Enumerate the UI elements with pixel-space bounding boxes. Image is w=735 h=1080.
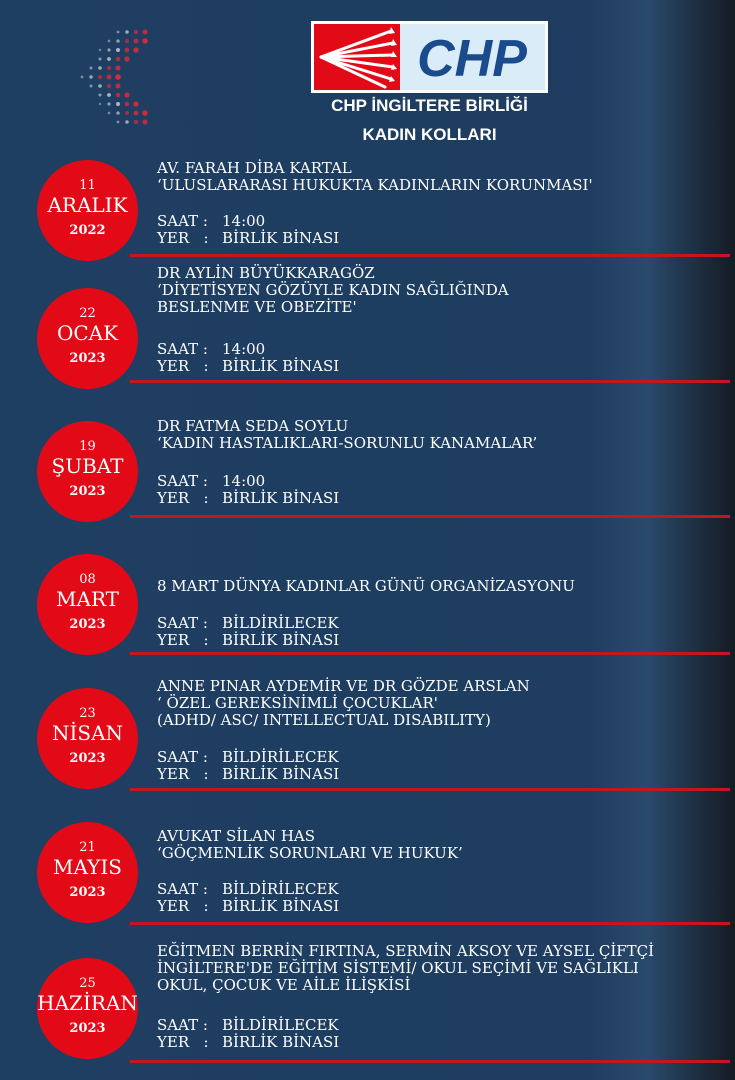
event-time-value: BİLDİRİLECEK xyxy=(222,614,339,632)
date-year: 2023 xyxy=(69,617,106,632)
event-location-value: BİRLİK BİNASI xyxy=(222,229,340,247)
chevron-dot xyxy=(98,75,102,79)
event-time-label: SAAT : xyxy=(157,614,208,632)
event-location-row xyxy=(157,766,339,783)
chevron-dot xyxy=(107,48,110,51)
date-day: 25 xyxy=(79,976,96,991)
event-divider-line xyxy=(130,922,730,925)
chevron-dot xyxy=(81,76,84,79)
chevron-dot xyxy=(115,74,121,80)
date-month: ŞUBAT xyxy=(51,454,124,478)
chevron-dot xyxy=(115,83,120,88)
event-location-label: YER : xyxy=(157,631,209,649)
chevron-dot xyxy=(116,39,119,42)
chevron-dot xyxy=(143,30,148,35)
event-divider-line xyxy=(130,254,730,257)
event-details xyxy=(157,881,339,915)
chevron-dot xyxy=(116,57,120,61)
event-divider-line xyxy=(130,788,730,791)
chevron-dot xyxy=(134,120,138,124)
chevron-dot xyxy=(99,49,101,51)
event-location-row xyxy=(157,230,339,247)
event-location-value: BİRLİK BİNASI xyxy=(222,489,340,507)
event-location-label: YER : xyxy=(157,229,209,247)
event-time-row xyxy=(157,881,339,898)
event-location-value: BİRLİK BİNASI xyxy=(222,631,340,649)
chevron-dot xyxy=(107,57,111,61)
chevron-dot xyxy=(115,65,120,70)
event-description xyxy=(157,943,654,994)
event-location-row xyxy=(157,358,339,375)
event-location-value: BİRLİK BİNASI xyxy=(222,765,340,783)
date-year: 2023 xyxy=(69,885,106,900)
date-day: 19 xyxy=(79,439,96,454)
event-description xyxy=(157,828,463,862)
event-topic-line: (ADHD/ ASC/ INTELLECTUAL DISABILITY) xyxy=(157,711,491,729)
logo-text: CHP xyxy=(417,30,527,88)
date-badge xyxy=(37,421,138,522)
event-divider-line xyxy=(130,1060,730,1063)
event-description xyxy=(157,265,509,316)
date-day: 11 xyxy=(79,178,96,193)
date-badge xyxy=(37,160,138,261)
chevron-dot xyxy=(98,84,102,88)
event-topic-line: ‘KADIN HASTALIKLARI-SORUNLU KANAMALAR’ xyxy=(157,434,538,452)
event-time-label: SAAT : xyxy=(157,880,208,898)
event-details xyxy=(157,213,339,247)
date-month: MART xyxy=(56,587,119,611)
event-location-label: YER : xyxy=(157,357,209,375)
chevron-dot xyxy=(143,120,148,125)
date-day: 23 xyxy=(79,706,96,721)
chevron-dot xyxy=(107,66,111,70)
event-description xyxy=(157,418,537,452)
chevron-dot xyxy=(133,47,138,52)
chevron-dot xyxy=(98,66,102,70)
event-speaker: DR AYLİN BÜYÜKKARAGÖZ xyxy=(157,264,375,282)
chevron-dot xyxy=(89,75,92,78)
event-time-value: BİLDİRİLECEK xyxy=(222,880,339,898)
event-location-value: BİRLİK BİNASI xyxy=(222,357,340,375)
chevron-dot xyxy=(117,31,120,34)
event-divider-line xyxy=(130,380,730,383)
chevron-dot xyxy=(98,57,101,60)
event-time-value: 14:00 xyxy=(222,212,266,230)
event-topic-line: ‘ULUSLARARASI HUKUKTA KADINLARIN KORUNMASI' xyxy=(157,176,593,194)
chevron-dot xyxy=(125,30,129,34)
event-time-row xyxy=(157,213,339,230)
event-location-row xyxy=(157,632,339,649)
event-time-label: SAAT : xyxy=(157,472,208,490)
chevron-dot xyxy=(90,67,93,70)
chevron-dot xyxy=(125,48,130,53)
date-month: NİSAN xyxy=(51,721,124,745)
event-time-label: SAAT : xyxy=(157,1016,208,1034)
chevron-dot xyxy=(134,30,138,34)
chevron-dot xyxy=(116,48,120,52)
chevron-dot xyxy=(107,84,111,88)
date-badge xyxy=(37,822,138,923)
date-year: 2023 xyxy=(69,484,106,499)
event-speaker: 8 MART DÜNYA KADINLAR GÜNÜ ORGANİZASYONU xyxy=(157,577,575,595)
chevron-dot xyxy=(124,56,129,61)
date-badge xyxy=(37,554,138,655)
chevron-dot xyxy=(108,40,111,43)
event-topic-line: İNGİLTERE'DE EĞİTİM SİSTEMİ/ OKUL SEÇİMİ VE SAĞLIKLI xyxy=(157,959,639,977)
event-time-row xyxy=(157,341,339,358)
event-details xyxy=(157,1017,339,1051)
event-time-label: SAAT : xyxy=(157,340,208,358)
chevron-dot xyxy=(134,39,139,44)
event-time-label: SAAT : xyxy=(157,212,208,230)
event-location-row xyxy=(157,1034,339,1051)
date-month: HAZİRAN xyxy=(37,991,138,1015)
event-location-label: YER : xyxy=(157,1033,209,1051)
event-divider-line xyxy=(130,652,730,655)
date-year: 2023 xyxy=(69,1021,106,1036)
event-time-value: BİLDİRİLECEK xyxy=(222,748,339,766)
chevron-dot xyxy=(90,85,93,88)
event-location-label: YER : xyxy=(157,897,209,915)
event-speaker: EĞİTMEN BERRİN FIRTINA, SERMİN AKSOY VE AYSEL ÇİFTÇİ xyxy=(157,942,655,960)
event-time-row xyxy=(157,1017,339,1034)
event-speaker: AVUKAT SİLAN HAS xyxy=(157,827,316,845)
event-location-value: BİRLİK BİNASI xyxy=(222,1033,340,1051)
date-day: 22 xyxy=(79,306,96,321)
date-year: 2022 xyxy=(69,223,106,238)
chevron-dot xyxy=(125,39,129,43)
event-speaker: AV. FARAH DİBA KARTAL xyxy=(157,159,352,177)
event-description xyxy=(157,678,530,729)
event-topic-line: ‘GÖÇMENLİK SORUNLARI VE HUKUK’ xyxy=(157,844,463,862)
event-topic-line: ‘DİYETİSYEN GÖZÜYLE KADIN SAĞLIĞINDA xyxy=(157,281,509,299)
event-location-label: YER : xyxy=(157,765,209,783)
event-time-row xyxy=(157,615,339,632)
chevron-dot xyxy=(125,120,129,124)
event-time-label: SAAT : xyxy=(157,748,208,766)
event-description xyxy=(157,578,575,595)
event-time-value: BİLDİRİLECEK xyxy=(222,1016,339,1034)
event-location-label: YER : xyxy=(157,489,209,507)
event-divider-line xyxy=(130,515,730,518)
chevron-dot xyxy=(142,38,148,44)
page-title: CHP İNGİLTERE BİRLİĞİ xyxy=(331,96,528,115)
event-location-row xyxy=(157,490,339,507)
date-day: 08 xyxy=(79,572,96,587)
event-details xyxy=(157,615,339,649)
page-subtitle: KADIN KOLLARI xyxy=(362,125,497,144)
date-badge xyxy=(37,288,138,389)
event-description xyxy=(157,160,593,194)
event-location-row xyxy=(157,898,339,915)
event-time-row xyxy=(157,749,339,766)
event-topic-line: ‘ ÖZEL GEREKSİNİMLİ ÇOCUKLAR' xyxy=(157,694,438,712)
event-details xyxy=(157,473,339,507)
date-year: 2023 xyxy=(69,751,106,766)
event-time-row xyxy=(157,473,339,490)
event-speaker: DR FATMA SEDA SOYLU xyxy=(157,417,349,435)
event-location-value: BİRLİK BİNASI xyxy=(222,897,340,915)
event-time-value: 14:00 xyxy=(222,472,266,490)
chp-logo xyxy=(311,21,548,93)
chevron-dot xyxy=(117,121,120,124)
date-month: MAYIS xyxy=(53,855,122,879)
date-badge xyxy=(37,688,138,789)
event-details xyxy=(157,341,339,375)
chevron-dot xyxy=(107,75,112,80)
date-month: OCAK xyxy=(56,321,119,345)
date-year: 2023 xyxy=(69,351,106,366)
event-speaker: ANNE PINAR AYDEMİR VE DR GÖZDE ARSLAN xyxy=(157,677,530,695)
event-topic-line: BESLENME VE OBEZİTE' xyxy=(157,298,357,316)
event-time-value: 14:00 xyxy=(222,340,266,358)
date-month: ARALIK xyxy=(47,193,128,217)
event-topic-line: OKUL, ÇOCUK VE AİLE İLİŞKİSİ xyxy=(157,976,411,994)
event-details xyxy=(157,749,339,783)
date-day: 21 xyxy=(79,840,96,855)
date-badge xyxy=(37,958,138,1059)
